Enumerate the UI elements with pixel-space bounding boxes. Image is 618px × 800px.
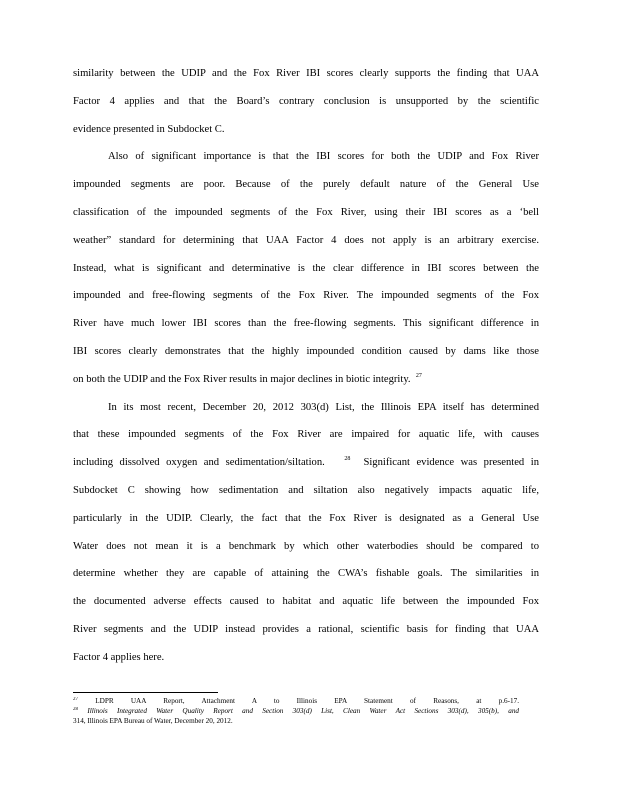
text-line: weather” standard for determining that UAA Factor 4 does not apply is an arbitrary exercise. [73, 234, 539, 246]
footnote-ref-27[interactable]: 27 [415, 372, 422, 379]
footnote-separator [73, 692, 218, 693]
footnotes [73, 697, 519, 726]
text-line: particularly in the UDIP. Clearly, the fact that the Fox River is designated as a General Use [73, 512, 539, 524]
text-line-content: including dissolved oxygen and sedimentation/siltation. [73, 457, 325, 469]
text-line: evidence presented in Subdocket C. [73, 123, 225, 135]
footnote-ref-28[interactable]: 28 [344, 456, 351, 463]
text-line: Factor 4 applies here. [73, 651, 165, 663]
text-line [73, 449, 539, 477]
footnote-text: LDPR UAA Report, Attachment A to Illinois EPA Statement of Reasons, at p.6-17. [95, 697, 519, 705]
footnote-28 [73, 707, 519, 717]
text-line-content: on both the UDIP and the Fox River results in major declines in biotic integrity. [73, 373, 411, 385]
footnote-27 [73, 697, 519, 707]
text-line: the documented adverse effects caused to habitat and aquatic life between the impounded Fox [73, 596, 539, 608]
footnote-number: 27 [73, 697, 78, 702]
text-line: that these impounded segments of the Fox River are impaired for aquatic life, with causes [73, 429, 539, 441]
footnote-number: 28 [73, 706, 78, 712]
paragraph-2 [73, 143, 539, 393]
text-line: Instead, what is significant and determinative is the clear difference in IBI scores between the [73, 262, 539, 274]
text-line: River have much lower IBI scores than the free-flowing segments. This significant difference in [73, 318, 539, 330]
text-line: In its most recent, December 20, 2012 303(d) List, the Illinois EPA itself has determined [108, 401, 539, 413]
text-line: impounded and free-flowing segments of the Fox River. The impounded segments of the Fox [73, 290, 539, 302]
text-line: IBI scores clearly demonstrates that the highly impounded condition caused by dams like those [73, 345, 539, 357]
text-line-continuation: Significant evidence was presented in [363, 457, 539, 469]
text-line: determine whether they are capable of attaining the CWA’s fishable goals. The similarities in [73, 568, 539, 580]
text-line: River segments and the UDIP instead provides a rational, scientific basis for finding that UAA [73, 623, 539, 635]
text-line: Factor 4 applies and that the Board’s contrary conclusion is unsupported by the scientific [73, 95, 539, 107]
text-line [73, 366, 539, 394]
text-line: Water does not mean it is a benchmark by which other waterbodies should be compared to [73, 540, 539, 552]
footnote-28-continuation: 314, Illinois EPA Bureau of Water, December 20, 2012. [73, 716, 233, 725]
paragraph-3 [73, 394, 539, 672]
text-line: impounded segments are poor. Because of the purely default nature of the General Use [73, 179, 539, 191]
text-line: classification of the impounded segments of the Fox River, using their IBI scores as a ‘bell [73, 206, 539, 218]
text-line: Also of significant importance is that the IBI scores for both the UDIP and Fox River [108, 151, 539, 163]
body-text [73, 60, 539, 672]
paragraph-1 [73, 60, 539, 143]
text-line: similarity between the UDIP and the Fox River IBI scores clearly supports the finding that UAA [73, 68, 539, 79]
footnote-citation-title: Illinois Integrated Water Quality Report and Section 303(d) List, Clean Water Act Sections 303(d), 305(b), and [87, 706, 519, 715]
text-line: Subdocket C showing how sedimentation and siltation also negatively impacts aquatic life, [73, 484, 539, 496]
